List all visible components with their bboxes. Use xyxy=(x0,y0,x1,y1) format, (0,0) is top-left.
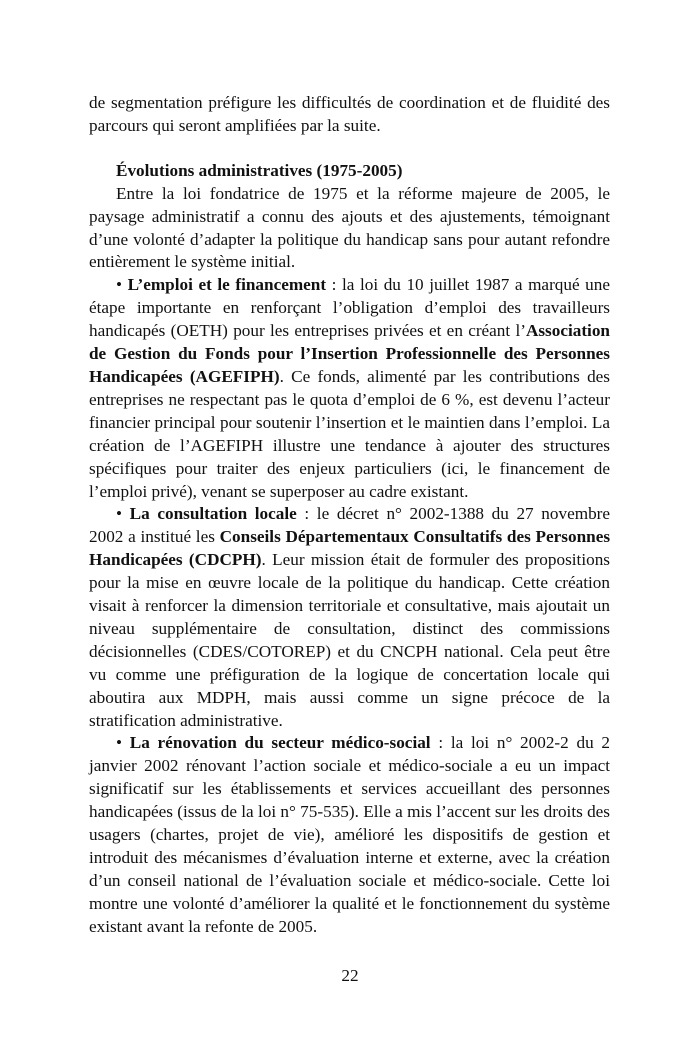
item-employment-text-1: : la loi du 10 juillet 1987 a marqué une étape importante en renforçant l’obligation d’emploi des travailleurs handicapés (OETH) pour les entreprises privées et en créant l’ xyxy=(89,275,610,341)
item-consultation-text-2: . Leur mission était de formuler des propositions pour la mise en œuvre locale de la politique du handicap. Cette création visait à renforcer la dimension territoriale et consultative, mais ajoutait un niveau supplémentaire de consultation, distinct des commissions décisionnelles (CDES/COTOREP) et du CNCPH national. Cela peut être vu comme une préfiguration de la logique de concertation locale qui aboutira aux MDPH, mais aussi comme un signe précoce de la stratification administrative. xyxy=(89,550,610,730)
section-heading: Évolutions administratives (1975-2005) xyxy=(116,160,403,180)
item-consultation-paragraph xyxy=(89,503,610,732)
intro-paragraph: de segmentation préfigure les difficultés de coordination et de fluidité des parcours qui seront amplifiées par la suite. xyxy=(89,93,610,135)
item-consultation-text-1: : le décret n° 2002-1388 du 27 novembre 2002 a institué les xyxy=(89,504,611,547)
bullet-icon: • xyxy=(116,275,123,295)
item-medico-social-paragraph xyxy=(89,732,610,938)
bullet-icon: • xyxy=(116,504,123,524)
item-medico-social-text-1: : la loi n° 2002-2 du 2 janvier 2002 rénovant l’action sociale et médico-sociale a eu un impact significatif sur les établissements et services accueillant des personnes handicapées (issus de la loi n° 75-535). Elle a mis l’accent sur les droits des usagers (chartes, projet de vie), amélioré les dispositifs de gestion et introduit des mécanismes d’évaluation interne et externe, avec la création d’un conseil national de l’évaluation sociale et médico-sociale. Cette loi montre une volonté d’améliorer la qualité et le fonctionnement du système existant avant la refonte de 2005. xyxy=(89,733,610,936)
page-body xyxy=(89,92,610,939)
spacer xyxy=(89,138,610,160)
item-employment-paragraph xyxy=(89,274,610,503)
item-consultation-bold-1: Conseils Départementaux Consultatifs des Personnes Handicapées (CDCPH) xyxy=(89,527,611,570)
item-employment-bold-1: Association de Gestion du Fonds pour l’Insertion Professionnelle des Personnes Handicapées (AGEFIPH) xyxy=(89,321,610,386)
section-intro-paragraph: Entre la loi fondatrice de 1975 et la réforme majeure de 2005, le paysage administratif a connu des ajouts et des ajustements, témoignant d’une volonté d’adapter la politique du handicap sans pour autant refondre entièrement le système initial. xyxy=(89,183,610,272)
bullet-icon: • xyxy=(116,733,123,753)
item-employment-title: L’emploi et le financement xyxy=(127,275,327,295)
item-employment-text-2: . Ce fonds, alimenté par les contributions des entreprises ne respectant pas le quota d’emploi de 6 %, est devenu l’acteur financier principal pour soutenir l’insertion et le maintien dans l’emploi. La création de l’AGEFIPH illustre une tendance à ajouter des structures spécifiques pour traiter des enjeux particuliers (ici, le financement de l’emploi privé), venant se superposer au cadre existant. xyxy=(89,366,610,501)
item-consultation-title: La consultation locale xyxy=(129,504,297,524)
item-medico-social-title: La rénovation du secteur médico-social xyxy=(129,733,431,753)
page-number: 22 xyxy=(341,966,359,985)
